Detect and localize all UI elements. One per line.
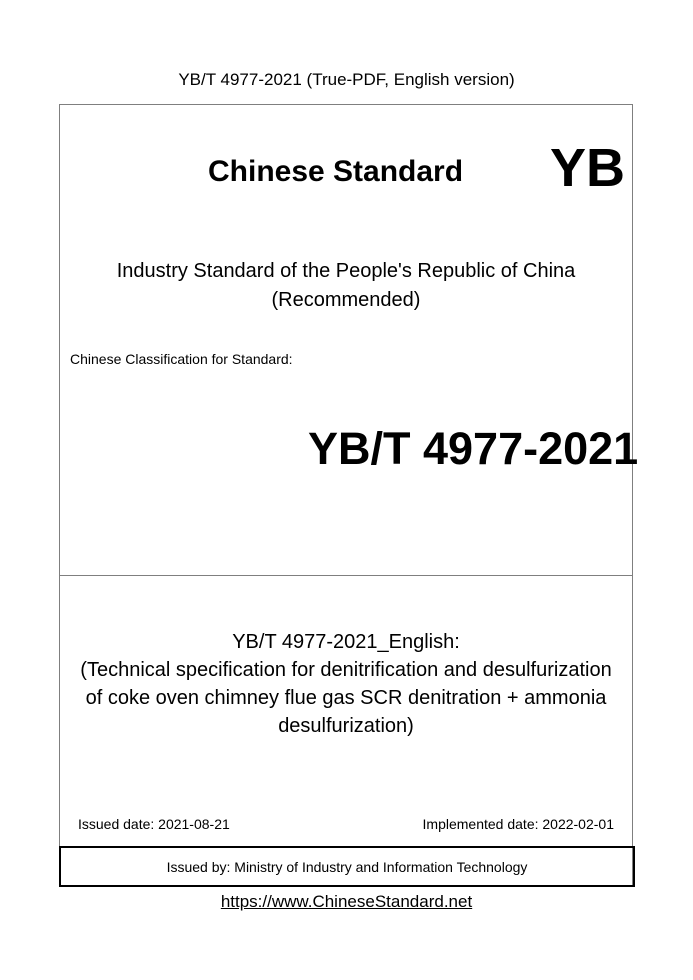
cover-frame (59, 104, 639, 886)
title-line-1: YB/T 4977-2021_English: (232, 631, 460, 653)
title-line-2: (Technical specification for denitrification and desulfurization (80, 659, 612, 681)
chinese-standard-heading: Chinese Standard (208, 155, 464, 188)
standard-number: YB/T 4977-2021 (308, 423, 639, 474)
title-line-4: desulfurization) (278, 715, 414, 737)
classification-label: Chinese Classification for Standard: (70, 351, 293, 367)
website-link[interactable]: https://www.ChineseStandard.net (220, 892, 473, 911)
cover-bottom-section (60, 576, 632, 845)
english-title (60, 628, 632, 740)
issued-date: Issued date: 2021-08-21 (78, 816, 230, 832)
yb-mark: YB (550, 138, 626, 198)
industry-line-1: Industry Standard of the People's Republic of China (116, 260, 576, 282)
page-header-title: YB/T 4977-2021 (True-PDF, English version) (178, 70, 515, 89)
industry-line-2: (Recommended) (271, 289, 421, 311)
implemented-date: Implemented date: 2022-02-01 (422, 816, 614, 832)
issued-by-box (59, 846, 635, 887)
industry-standard-text (60, 257, 632, 315)
issued-by-text: Issued by: Ministry of Industry and Information Technology (166, 859, 528, 875)
title-line-3: of coke oven chimney flue gas SCR denitration + ammonia (85, 687, 607, 709)
cover-top-section (60, 105, 639, 576)
